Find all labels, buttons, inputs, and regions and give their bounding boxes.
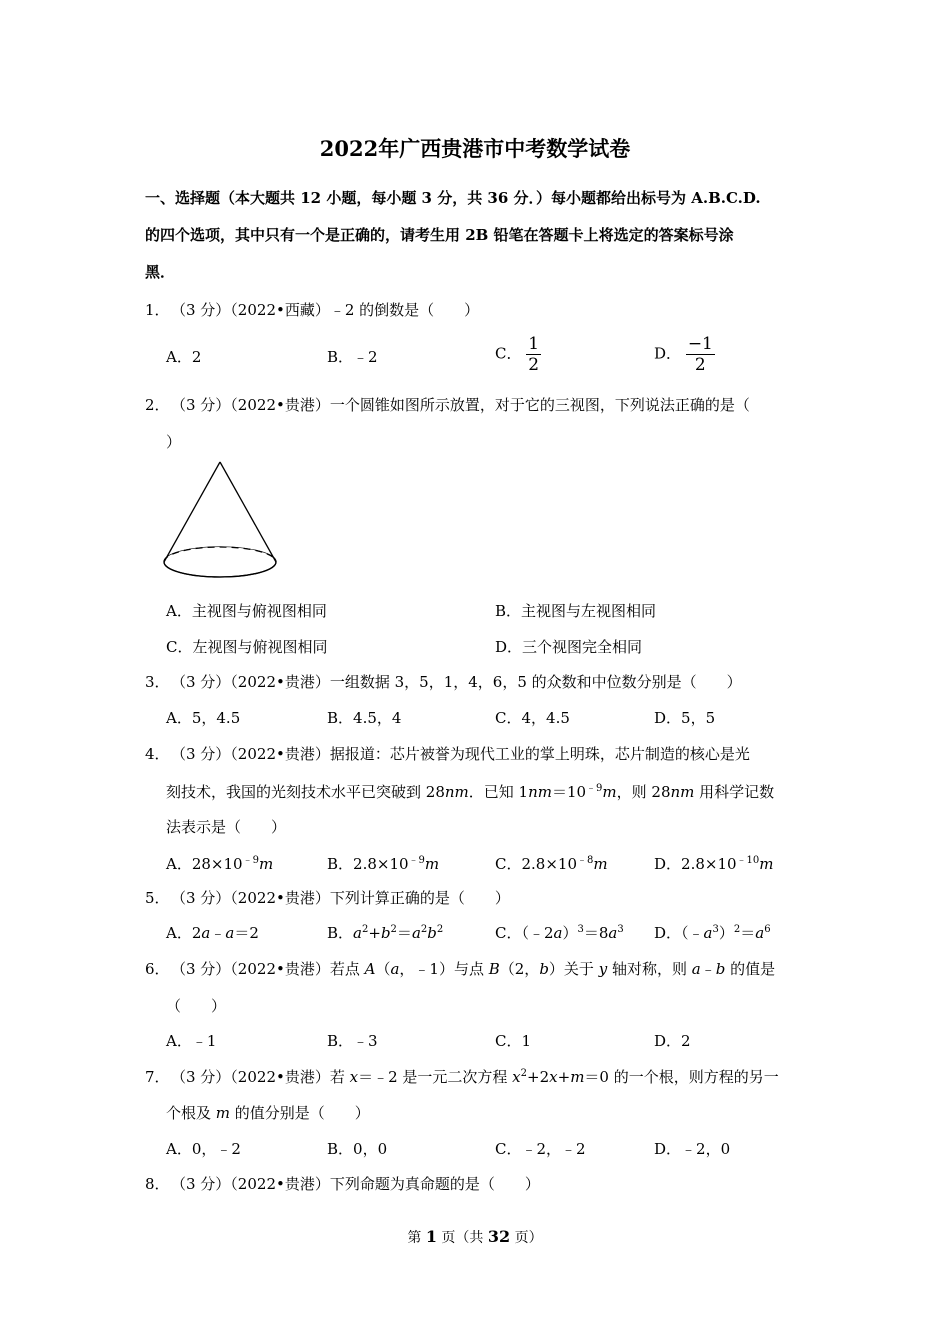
option-c: C．4，4.5 (495, 709, 570, 727)
question-text: （3 分）（2022•贵港）据报道：芯片被誉为现代工业的掌上明珠，芯片制造的核心是光 (171, 745, 750, 763)
option-c: C．1 (495, 1032, 532, 1050)
cone-figure (160, 458, 290, 583)
question-7: 7．（3 分）（2022•贵港）若 x＝﹣2 是一元二次方程 $x^2+2x+m=0$ 的一个根，则方程的另一 (145, 1068, 779, 1086)
question-2 (145, 394, 750, 415)
unit-m: m (593, 855, 608, 873)
question-text: （3 分）（2022•贵港）若点 (171, 960, 365, 978)
cone-base-front-arc (164, 562, 276, 577)
exponent: ﹣9 (586, 783, 603, 794)
exponent: ﹣8 (577, 855, 594, 866)
unit-m: m (258, 855, 274, 873)
option-d: D．2 (654, 1032, 691, 1050)
option-label: B． (327, 924, 354, 942)
option-a: A．2a﹣a＝2 (166, 924, 259, 942)
option-text: B．2.8×10 (327, 855, 409, 873)
section-line-2: 的四个选项，其中只有一个是正确的，请考生用 2B 铅笔在答题卡上将选定的答案标号涂 (145, 226, 734, 244)
fraction (526, 334, 541, 375)
question-4-line-3: 法表示是（ ） (166, 818, 287, 836)
option-label: A． (166, 924, 192, 942)
text-segment: 的值分别是（ ） (230, 1104, 370, 1122)
section-line-1: 一、选择题（本大题共 12 小题，每小题 3 分，共 36 分．）每小题都给出标号为 A.B.C.D. (145, 189, 761, 207)
question-5 (145, 887, 510, 908)
option-b (327, 851, 439, 874)
text-segment: ．已知 1 (468, 783, 529, 801)
option-d: D．$(﹣a^3)^2=a^6$ (654, 924, 771, 942)
question-2-cont: ） (166, 433, 182, 451)
unit-m: m (759, 855, 774, 873)
question-text: （3 分）（2022•西藏）﹣2 的倒数是（ ） (171, 301, 480, 319)
question-text: （3 分）（2022•贵港）下列命题为真命题的是（ ） (171, 1175, 540, 1193)
section-line-3: 黑． (145, 263, 176, 281)
exponent: ﹣10 (736, 855, 760, 866)
option-a: A．0，﹣2 (166, 1140, 241, 1158)
option-label: D． (654, 344, 682, 363)
page-title: 2022年广西贵港市中考数学试卷 (319, 136, 631, 161)
option-d: D．5，5 (654, 709, 716, 727)
question-6: 6．（3 分）（2022•贵港）若点 A（a，﹣1）与点 B（2，b）关于 y 轴对称，则 a﹣b 的值是 (145, 960, 776, 978)
option-b: B．﹣3 (327, 1032, 378, 1050)
option-d (654, 851, 774, 874)
exponent: ﹣9 (242, 855, 259, 866)
fraction (686, 334, 715, 375)
question-text: （3 分）（2022•贵港）一个圆锥如图所示放置，对于它的三视图，下列说法正确的是（ (171, 396, 750, 414)
option-b: B．$a^2+b^2=a^2b^2$ (327, 924, 444, 942)
question-8 (145, 1173, 540, 1194)
question-7-cont: 个根及 m 的值分别是（ ） (166, 1104, 370, 1122)
option-d: D．三个视图完全相同 (495, 638, 643, 656)
option-a: A．5，4.5 (166, 709, 241, 727)
unit-nm: nm (528, 783, 552, 801)
unit-nm: nm (670, 783, 695, 801)
option-d (654, 334, 715, 375)
option-b: B．﹣2 (327, 348, 378, 366)
question-number: 3． (145, 673, 170, 691)
question-6-cont: （ ） (166, 997, 227, 1015)
option-d: D．﹣2，0 (654, 1140, 731, 1158)
option-label: C． (495, 344, 522, 363)
option-b: B．主视图与左视图相同 (495, 602, 657, 620)
question-number: 6． (145, 960, 170, 978)
option-c: C．﹣2，﹣2 (495, 1140, 586, 1158)
fraction-denominator: 2 (528, 355, 540, 375)
text-segment: 刻技术，我国的光刻技术水平已突破到 28 (166, 783, 445, 801)
option-a: A．2 (166, 348, 202, 366)
footer-text: 页） (510, 1230, 543, 1246)
question-1 (145, 299, 479, 320)
page-footer (0, 1227, 950, 1247)
option-c (495, 851, 608, 874)
option-a: A．主视图与俯视图相同 (166, 602, 327, 620)
option-label: C． (495, 924, 522, 942)
question-number: 4． (145, 745, 170, 763)
option-c (495, 334, 541, 375)
option-a: A．﹣1 (166, 1032, 217, 1050)
exponent: ﹣9 (408, 855, 425, 866)
question-4 (145, 743, 750, 764)
question-4-line-2 (166, 779, 774, 802)
option-a (166, 851, 273, 874)
fraction-numerator: −1 (687, 334, 713, 354)
question-number: 1． (145, 301, 170, 319)
question-text: （3 分）（2022•贵港）一组数据 3，5，1，4，6，5 的众数和中位数分别是（ ） (171, 673, 742, 691)
option-label: D． (654, 924, 682, 942)
footer-text: 第 (407, 1230, 426, 1246)
page-total: 32 (487, 1227, 511, 1246)
text-segment: 用科学记数 (694, 783, 775, 801)
option-text: C．2.8×10 (495, 855, 577, 873)
cone-base-back (164, 547, 276, 562)
option-b: B．0，0 (327, 1140, 388, 1158)
text-segment: ＝10 (551, 783, 587, 801)
option-text: A．28×10 (166, 855, 243, 873)
option-c: C．$(﹣2a)^3=8a^3$ (495, 924, 624, 942)
text-segment: ，则 28 (616, 783, 671, 801)
question-number: 8． (145, 1175, 170, 1193)
footer-text: 页（共 (436, 1230, 488, 1246)
question-number: 5． (145, 889, 170, 907)
question-number: 2． (145, 396, 170, 414)
unit-nm: nm (444, 783, 469, 801)
option-text: D．2.8×10 (654, 855, 737, 873)
page-number: 1 (425, 1227, 437, 1246)
fraction-numerator: 1 (528, 334, 540, 354)
fraction-denominator: 2 (694, 355, 706, 375)
option-b: B．4.5，4 (327, 709, 402, 727)
question-3 (145, 671, 742, 692)
option-c: C．左视图与俯视图相同 (166, 638, 328, 656)
question-number: 7． (145, 1068, 170, 1086)
section-instructions (145, 180, 810, 291)
unit-m: m (424, 855, 440, 873)
unit-m: m (602, 783, 617, 801)
question-text: （3 分）（2022•贵港）下列计算正确的是（ ） (171, 889, 510, 907)
